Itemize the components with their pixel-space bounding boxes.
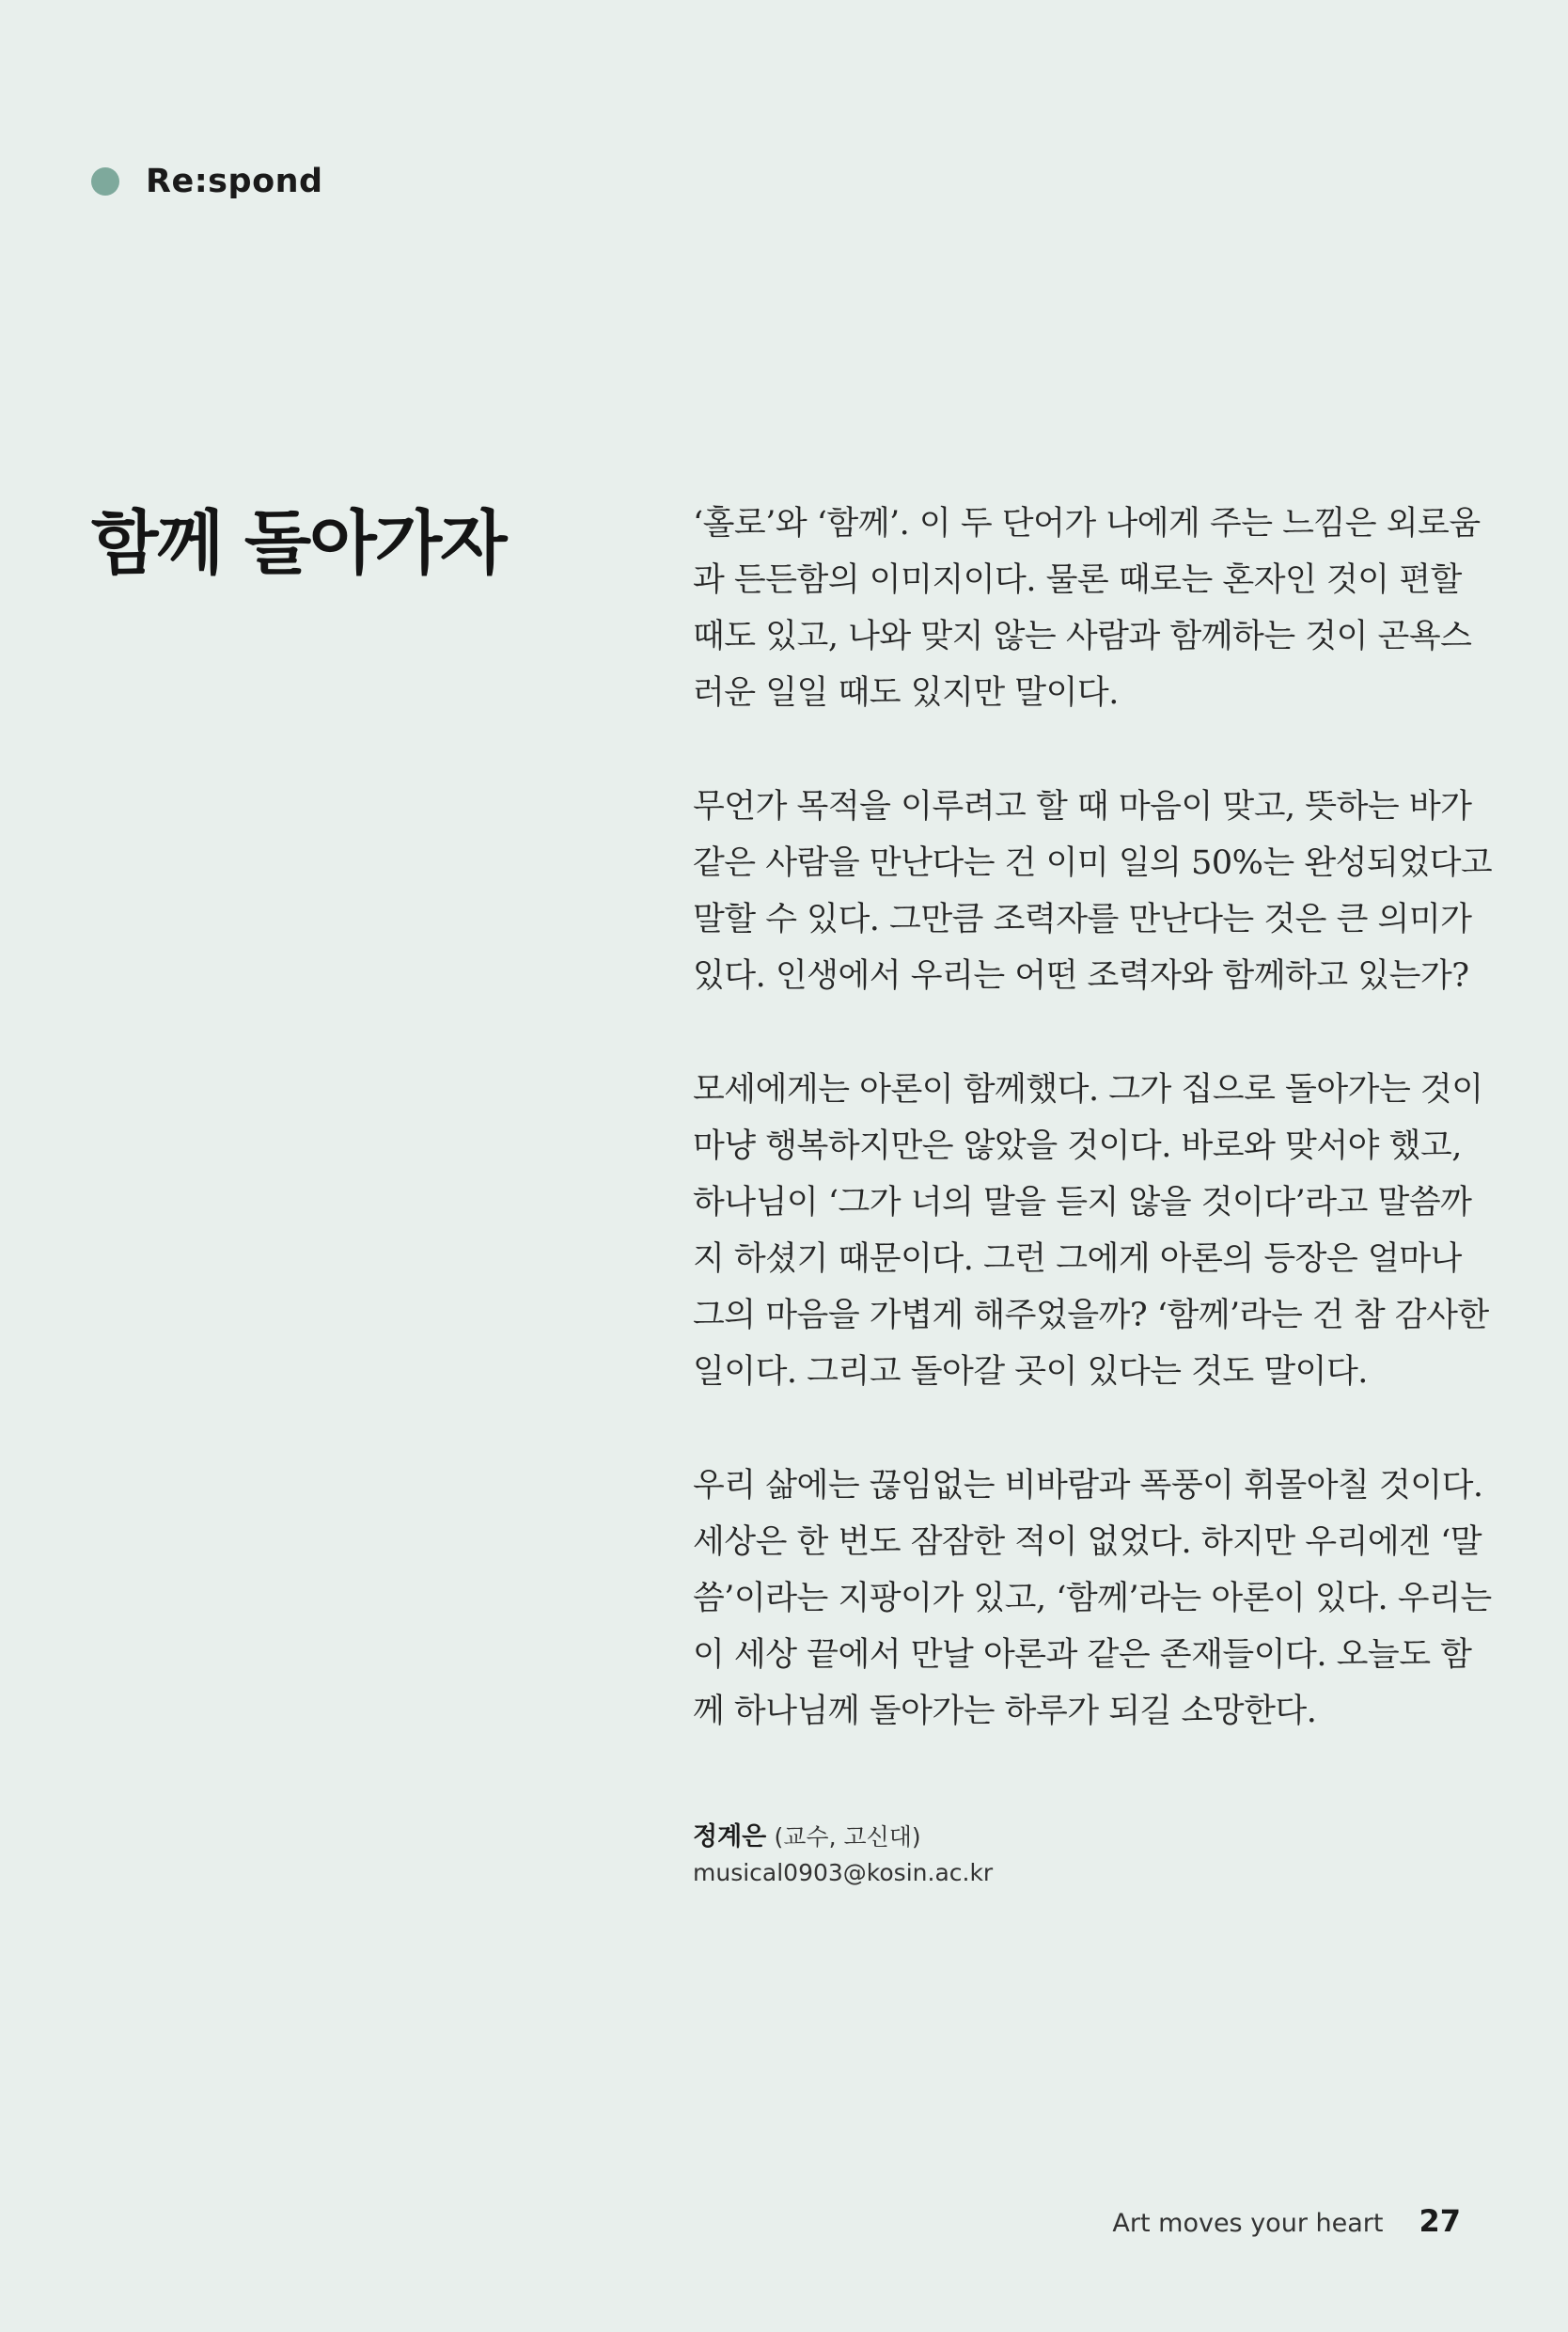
text-line: 때도 있고, 나와 맞지 않는 사람과 함께하는 것이 곤욕스 bbox=[693, 618, 1472, 655]
text-line: 세상은 한 번도 잠잠한 적이 없었다. 하지만 우리에겐 ‘말 bbox=[693, 1523, 1482, 1561]
author-credit bbox=[693, 1820, 993, 1855]
text-line: 일이다. 그리고 돌아갈 곳이 있다는 것도 말이다. bbox=[693, 1353, 1368, 1391]
text-line: 모세에게는 아론이 함께했다. 그가 집으로 돌아가는 것이 bbox=[693, 1071, 1483, 1109]
paragraph bbox=[693, 1458, 1492, 1740]
text-line: 말할 수 있다. 그만큼 조력자를 만난다는 것은 큰 의미가 bbox=[693, 901, 1472, 938]
text-line: 우리 삶에는 끊임없는 비바람과 폭풍이 휘몰아칠 것이다. bbox=[693, 1467, 1483, 1505]
text-line: 하나님이 ‘그가 너의 말을 듣지 않을 것이다’라고 말씀까 bbox=[693, 1184, 1472, 1221]
footer-tagline: Art moves your heart bbox=[1112, 2209, 1384, 2238]
text-line: 께 하나님께 돌아가는 하루가 되길 소망한다. bbox=[693, 1693, 1317, 1730]
page-footer bbox=[1112, 2203, 1461, 2239]
author-name: 정계은 bbox=[693, 1822, 767, 1851]
article-body bbox=[693, 496, 1493, 1797]
text-line: 씀’이라는 지팡이가 있고, ‘함께’라는 아론이 있다. 우리는 bbox=[693, 1580, 1492, 1617]
paragraph bbox=[693, 496, 1481, 721]
text-line: 과 든든함의 이미지이다. 물론 때로는 혼자인 것이 편할 bbox=[693, 561, 1462, 599]
text-line: 같은 사람을 만난다는 건 이미 일의 50%는 완성되었다고 bbox=[693, 844, 1493, 882]
page-number: 27 bbox=[1419, 2203, 1461, 2239]
article-title: 함께 돌아가자 bbox=[91, 503, 506, 584]
text-line: 무언가 목적을 이루려고 할 때 마음이 맞고, 뜻하는 바가 bbox=[693, 788, 1472, 826]
text-line: ‘홀로’와 ‘함께’. 이 두 단어가 나에게 주는 느낌은 외로움 bbox=[693, 505, 1481, 543]
paragraph bbox=[693, 779, 1493, 1004]
paragraph bbox=[693, 1062, 1489, 1400]
section-bullet-icon bbox=[91, 167, 119, 196]
author-affiliation: (교수, 고신대) bbox=[774, 1823, 921, 1851]
text-line: 이 세상 끝에서 만날 아론과 같은 존재들이다. 오늘도 함 bbox=[693, 1636, 1472, 1674]
section-label: Re:spond bbox=[146, 163, 323, 200]
author-block bbox=[693, 1820, 993, 1891]
text-line: 마냥 행복하지만은 않았을 것이다. 바로와 맞서야 했고, bbox=[693, 1127, 1462, 1165]
text-line: 있다. 인생에서 우리는 어떤 조력자와 함께하고 있는가? bbox=[693, 957, 1469, 995]
text-line: 지 하셨기 때문이다. 그런 그에게 아론의 등장은 얼마나 bbox=[693, 1240, 1462, 1278]
text-line: 러운 일일 때도 있지만 말이다. bbox=[693, 674, 1119, 712]
section-header bbox=[91, 162, 323, 201]
author-email: musical0903@kosin.ac.kr bbox=[693, 1859, 994, 1886]
text-line: 그의 마음을 가볍게 해주었을까? ‘함께’라는 건 참 감사한 bbox=[693, 1297, 1489, 1334]
